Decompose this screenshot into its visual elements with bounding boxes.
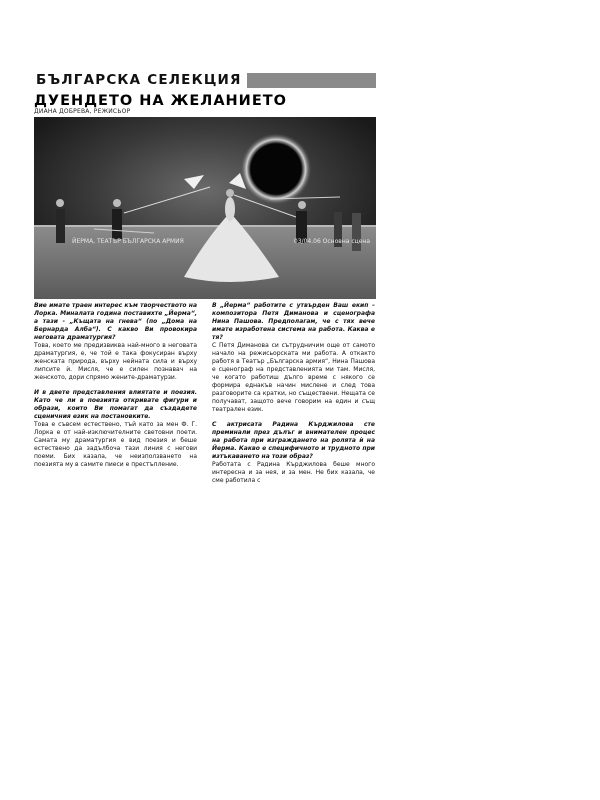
- section-header-bar: [34, 73, 376, 88]
- section-title: БЪЛГАРСКА СЕЛЕКЦИЯ: [34, 73, 247, 88]
- interview-answer: Това, което ме предизвиква най-много в неговата драматургия, е, че той е така фокусиран върху женската природа, върху нейната сила и върху липсите ѝ. Мисля, че е силен познавач на женското, дори спрямо жените-драматурзи.: [34, 342, 197, 381]
- stage-scene-illustration: [34, 117, 376, 299]
- interview-answer: Работата с Радина Кърджилова беше много интересна и за нея, и за мен. Не бих казала, че сме работила с: [212, 461, 375, 484]
- interview-question: Вие имате траен интерес към творчеството на Лорка. Миналата година поставихте „Йерма“, а тази - „Къщата на гнева“ (по „Дома на Бернарда Алба“). С какво Ви провокира неговата драматургия?: [34, 302, 197, 341]
- article-column-right: [212, 302, 375, 485]
- article-byline: ДИАНА ДОБРЕВА, РЕЖИСЬОР: [34, 108, 131, 115]
- interview-answer: Това е съвсем естествено, тъй като за мен Ф. Г. Лорка е от най-изключителните световни поети. Самата му драматургия е вид поезия и беше естествено да задълбоча тази линия с негови поеми. Бих казала, че неизползването на поезията му в самите пиеси е престъпление.: [34, 421, 197, 468]
- interview-question: С актрисата Радина Кърджилова сте преминали през дълъг и внимателен процес на работа при изграждането на ролята ѝ на Йерма. Какво е специфичното и трудното при изтъкаването на този образ?: [212, 421, 375, 460]
- photo-caption-right: 03/04.06 Основна сцена: [293, 238, 370, 245]
- interview-question: И в двете представления влиятате и поезия. Като че ли в поезията откривате фигури и образи, които Ви помагат да създадете сценичния език на постановките.: [34, 389, 197, 420]
- article-title: ДУЕНДЕТО НА ЖЕЛАНИЕТО: [34, 93, 287, 109]
- stage-photo: [34, 117, 376, 299]
- photo-caption-left: ЙЕРМА, ТЕАТЪР БЪЛГАРСКА АРМИЯ: [72, 238, 184, 245]
- article-column-left: [34, 302, 197, 469]
- interview-question: В „Йерма“ работите с утвърден Ваш екип – композитора Петя Диманова и сценографа Нина Пашова. Предполагам, че с тях вече имате изработена система на работа. Каква е тя?: [212, 302, 375, 341]
- interview-answer: С Петя Диманова си сътрудничим още от самото начало на режисьорската ми работа. А откакто работя в Театър „Българска армия“, Нина Пашова е сценограф на представленията ми там. Мисля, че когато работиш дълго време с някого се формира еднакъв начин мислене и след това разговорите са кратки, но съществени. Нещата се получават, защото вече говорим на един и същ театрален език.: [212, 342, 375, 413]
